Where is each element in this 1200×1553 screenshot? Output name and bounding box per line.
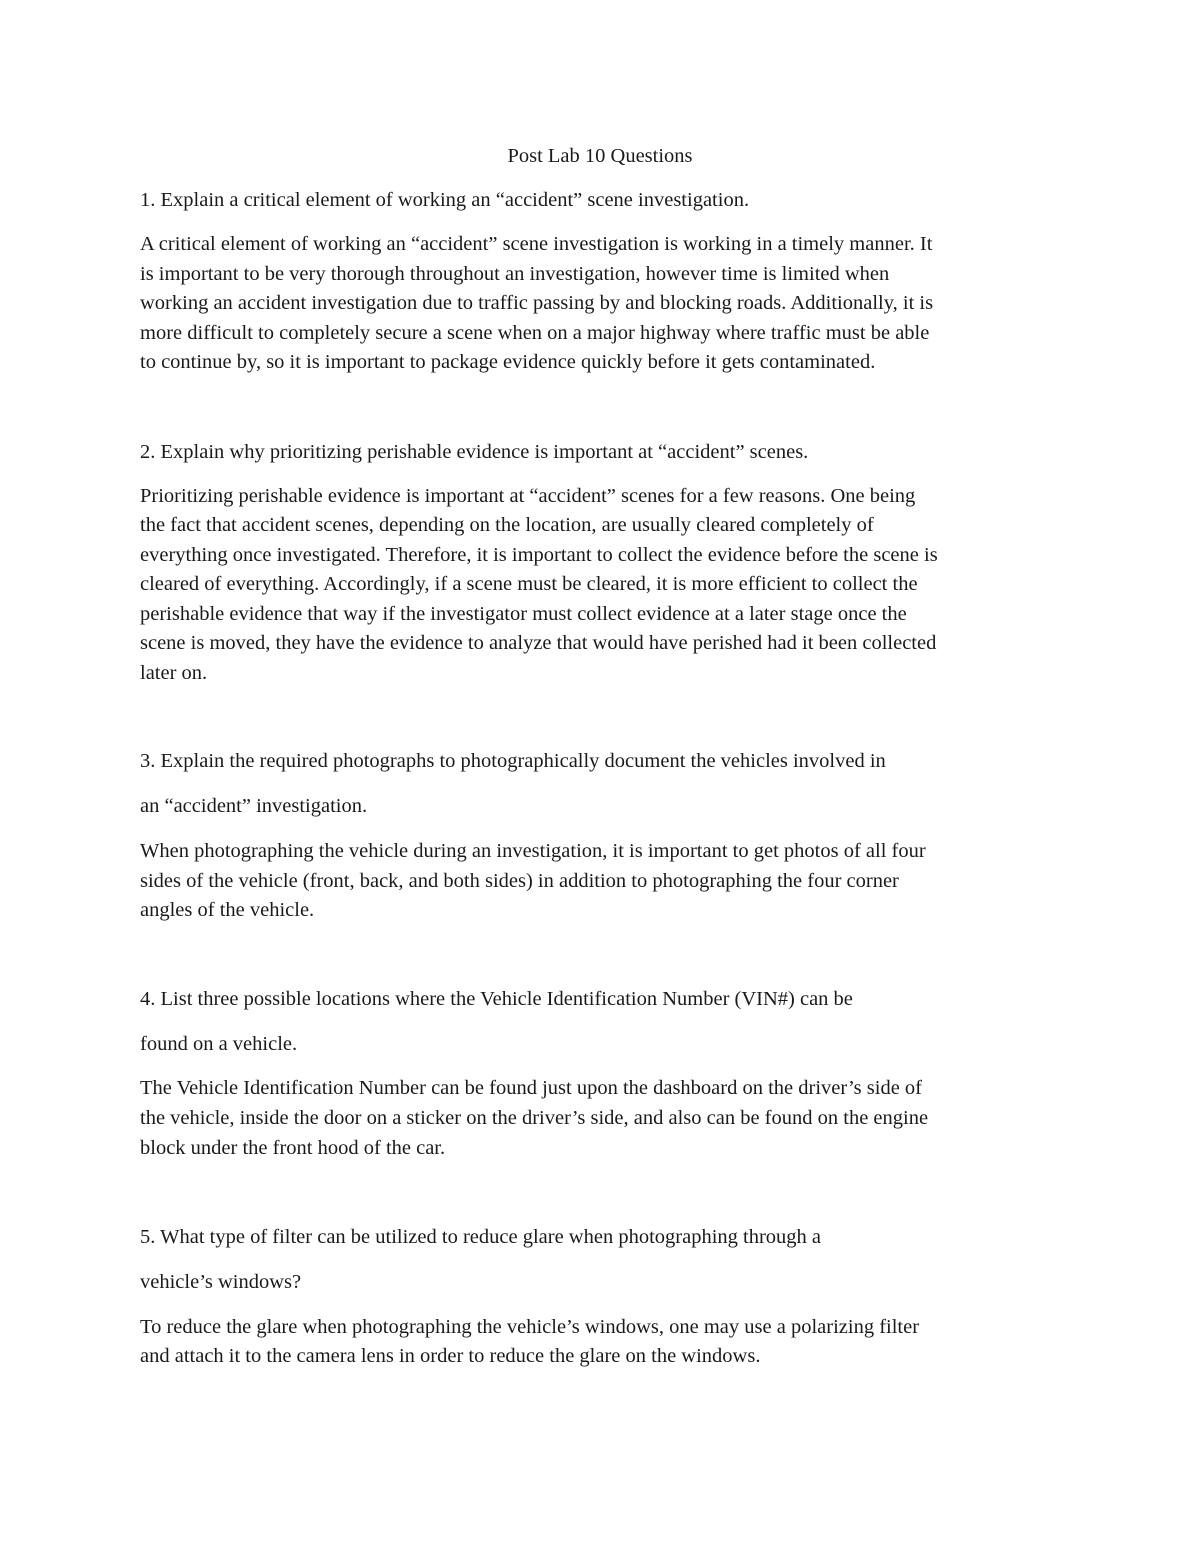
- answer-3-line: sides of the vehicle (front, back, and both sides) in addition to photographing the four corner: [140, 870, 899, 892]
- answer-1-line: is important to be very thorough throughout an investigation, however time is limited when: [140, 263, 890, 285]
- answer-1-line: working an accident investigation due to traffic passing by and blocking roads. Additionally, it is: [140, 292, 934, 314]
- question-3-text: 3. Explain the required photographs to photographically document the vehicles involved in: [140, 750, 886, 772]
- question-5-text: 5. What type of filter can be utilized to reduce glare when photographing through a: [140, 1226, 822, 1248]
- answer-1-line: to continue by, so it is important to package evidence quickly before it gets contaminated.: [140, 351, 876, 373]
- question-4-text: 4. List three possible locations where the Vehicle Identification Number (VIN#) can be: [140, 988, 853, 1010]
- answer-2-line: perishable evidence that way if the investigator must collect evidence at a later stage once the: [140, 603, 907, 625]
- answer-2-line: later on.: [140, 662, 208, 684]
- document-title: Post Lab 10 Questions: [507, 145, 693, 167]
- answer-5-line: To reduce the glare when photographing the vehicle’s windows, one may use a polarizing filter: [140, 1316, 920, 1338]
- answer-4-line: The Vehicle Identification Number can be found just upon the dashboard on the driver’s side of: [140, 1077, 923, 1099]
- answer-4-line: the vehicle, inside the door on a sticker on the driver’s side, and also can be found on the engine: [140, 1107, 929, 1129]
- answer-2-line: cleared of everything. Accordingly, if a scene must be cleared, it is more efficient to collect the: [140, 573, 918, 595]
- answer-4-line: block under the front hood of the car.: [140, 1137, 446, 1159]
- question-5-text: vehicle’s windows?: [140, 1271, 302, 1293]
- answer-2-line: scene is moved, they have the evidence to analyze that would have perished had it been collected: [140, 632, 937, 654]
- answer-2-line: Prioritizing perishable evidence is important at “accident” scenes for a few reasons. One being: [140, 485, 916, 507]
- answer-2-line: everything once investigated. Therefore, it is important to collect the evidence before the scene is: [140, 544, 938, 566]
- answer-2-line: the fact that accident scenes, depending on the location, are usually cleared completely of: [140, 514, 874, 536]
- answer-1-line: more difficult to completely secure a scene when on a major highway where traffic must be able: [140, 322, 930, 344]
- question-3-text: an “accident” investigation.: [140, 795, 368, 817]
- question-1-text: 1. Explain a critical element of working an “accident” scene investigation.: [140, 189, 750, 211]
- answer-3-line: When photographing the vehicle during an investigation, it is important to get photos of all four: [140, 840, 926, 862]
- question-2-text: 2. Explain why prioritizing perishable evidence is important at “accident” scenes.: [140, 441, 809, 463]
- answer-5-line: and attach it to the camera lens in order to reduce the glare on the windows.: [140, 1345, 761, 1367]
- answer-3-line: angles of the vehicle.: [140, 899, 315, 921]
- question-4-text: found on a vehicle.: [140, 1033, 298, 1055]
- answer-1-line: A critical element of working an “accident” scene investigation is working in a timely manner. It: [140, 233, 933, 255]
